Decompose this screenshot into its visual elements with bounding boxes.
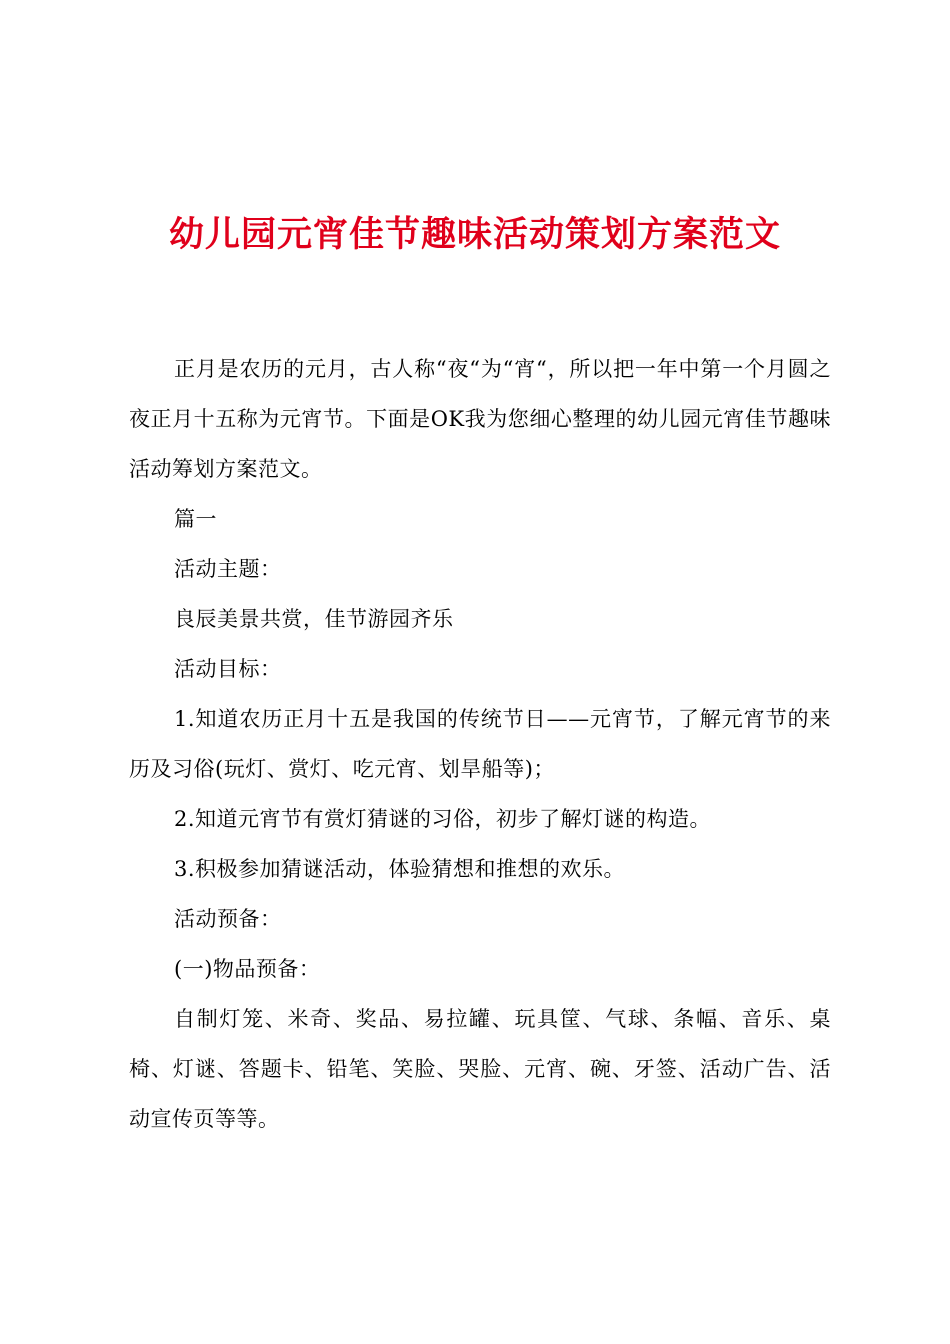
items-list-paragraph: 自制灯笼、米奇、奖品、易拉罐、玩具筐、气球、条幅、音乐、桌椅、灯谜、答题卡、铅笔、笑脸、哭脸、元宵、碗、牙签、活动广告、活动宣传页等等。 bbox=[129, 1007, 831, 1131]
activity-theme-label: 活动主题： bbox=[174, 557, 282, 581]
goal-item-2: 2.知道元宵节有赏灯猜谜的习俗，初步了解灯谜的构造。 bbox=[174, 807, 712, 831]
intro-paragraph: 正月是农历的元月，古人称“夜“为“宵“，所以把一年中第一个月圆之夜正月十五称为元宵节。下面是OK我为您细心整理的幼儿园元宵佳节趣味活动筹划方案范文。 bbox=[129, 357, 831, 481]
goal-item-3: 3.积极参加猜谜活动，体验猜想和推想的欢乐。 bbox=[174, 857, 626, 881]
activity-prep-label: 活动预备： bbox=[174, 907, 282, 931]
document-body bbox=[129, 344, 831, 1144]
items-prep-label: (一)物品预备： bbox=[174, 957, 321, 981]
activity-theme-text: 良辰美景共赏，佳节游园齐乐 bbox=[174, 607, 454, 631]
document-title: 幼儿园元宵佳节趣味活动策划方案范文 bbox=[168, 214, 781, 255]
goal-item-1: 1.知道农历正月十五是我国的传统节日——元宵节，了解元宵节的来历及习俗(玩灯、赏灯、吃元宵、划旱船等)； bbox=[129, 707, 831, 781]
section-heading: 篇一 bbox=[174, 507, 217, 531]
activity-goals-label: 活动目标： bbox=[174, 657, 282, 681]
